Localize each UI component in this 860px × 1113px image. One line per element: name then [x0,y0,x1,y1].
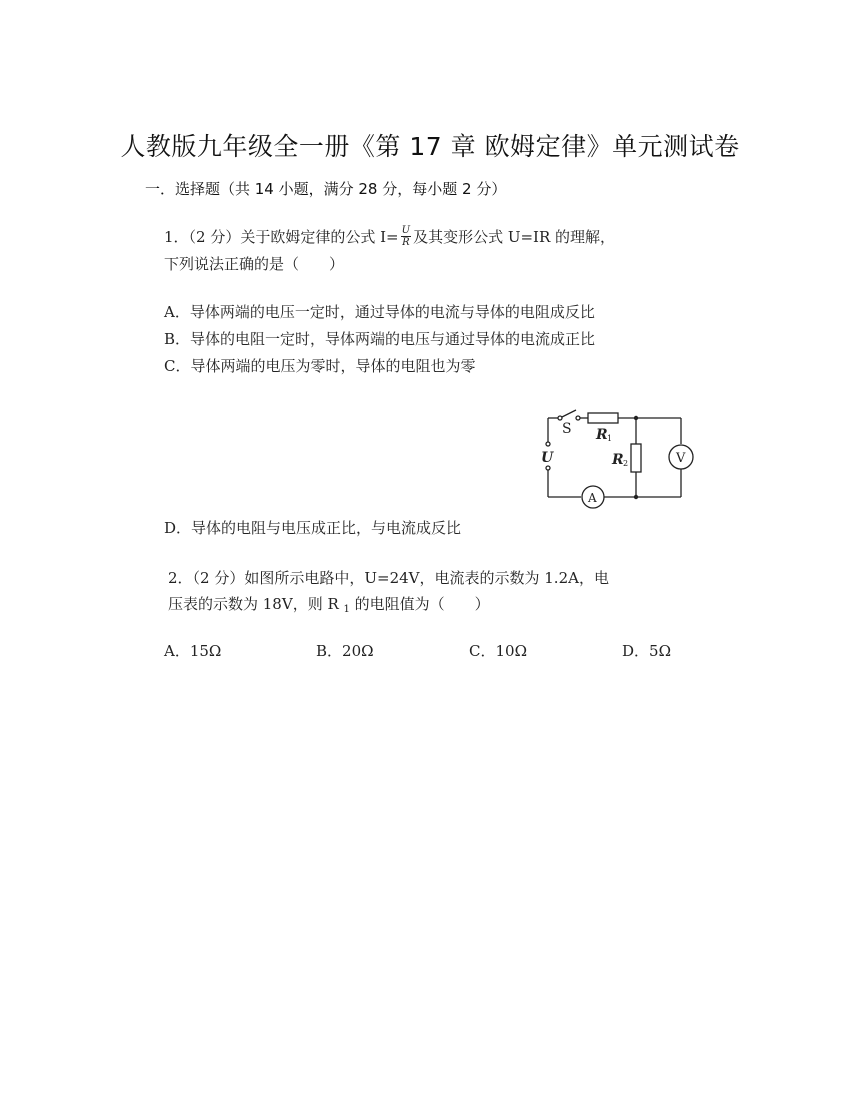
section-heading: 一．选择题（共 14 小题，满分 28 分，每小题 2 分） [145,180,507,198]
fraction-denominator: R [402,236,410,248]
question-1 [164,224,704,277]
question-2 [168,565,708,620]
r2-subscript: 2 [623,459,629,468]
r1-subscript: 1 [607,434,613,443]
question-2-subscript: 1 [343,604,350,615]
question-2-option-a[interactable]: A．15Ω [164,642,222,660]
question-2-option-d[interactable]: D．5Ω [622,642,672,660]
formula-fraction [401,225,411,248]
switch-label: S [562,421,572,437]
question-1-line2: 下列说法正确的是（ ） [164,255,345,273]
question-1-option-c[interactable]: C．导体两端的电压为零时，导体的电阻也为零 [164,357,476,375]
question-1-option-d[interactable]: D．导体的电阻与电压成正比，与电流成反比 [164,519,462,537]
circuit-diagram [536,406,696,516]
ammeter-label: A [588,491,597,505]
question-1-prefix: 1．（2 分）关于欧姆定律的公式 I= [164,228,399,246]
question-2-option-b[interactable]: B．20Ω [316,642,374,660]
question-1-option-a[interactable]: A．导体两端的电压一定时，通过导体的电流与导体的电阻成反比 [164,303,595,321]
question-2-option-c[interactable]: C．10Ω [469,642,528,660]
question-2-line2-post: 的电阻值为（ ） [349,595,490,613]
voltmeter-label: V [676,451,686,466]
r1-label: R [596,427,608,443]
question-1-suffix: 及其变形公式 U=IR 的理解， [413,228,616,246]
question-1-option-b[interactable]: B．导体的电阻一定时，导体两端的电压与通过导体的电流成正比 [164,330,596,348]
question-2-line1: 2．（2 分）如图所示电路中，U=24V，电流表的示数为 1.2A，电 [168,569,609,587]
fraction-numerator: U [401,224,411,236]
r2-label: R [612,452,624,468]
source-label: U [541,450,554,466]
question-2-line2-pre: 压表的示数为 18V，则 R [168,595,344,613]
page-title: 人教版九年级全一册《第 17 章 欧姆定律》单元测试卷 [120,132,740,161]
